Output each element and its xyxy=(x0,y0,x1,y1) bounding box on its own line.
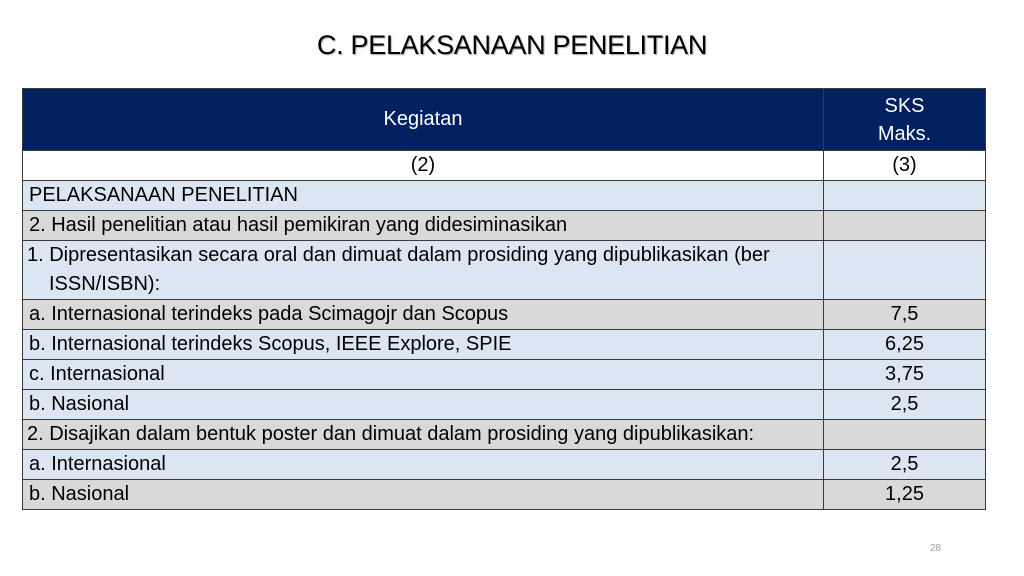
header-sks-line1: SKS xyxy=(884,94,925,117)
table-row xyxy=(23,181,986,211)
table-row xyxy=(23,450,986,480)
table-row xyxy=(23,360,986,390)
row-activity: PELAKSANAAN PENELITIAN xyxy=(23,181,824,211)
row-sks: 7,5 xyxy=(824,300,986,330)
row-sks xyxy=(824,181,986,211)
row-activity-cell xyxy=(23,420,824,450)
header-sks-line2: Maks. xyxy=(877,122,932,145)
row-sks: 6,25 xyxy=(824,330,986,360)
row-activity: a. Internasional xyxy=(23,450,824,480)
table-row xyxy=(23,480,986,510)
row-sks xyxy=(824,241,986,300)
header-kegiatan: Kegiatan xyxy=(23,89,824,151)
row-sks: 3,75 xyxy=(824,360,986,390)
page-number: 28 xyxy=(930,543,942,554)
sks-table xyxy=(22,88,986,510)
table-row xyxy=(23,390,986,420)
row-activity: 2. Hasil penelitian atau hasil pemikiran yang didesiminasikan xyxy=(23,211,824,241)
row-activity: b. Internasional terindeks Scopus, IEEE Explore, SPIE xyxy=(23,330,824,360)
row-activity: b. Nasional xyxy=(23,480,824,510)
column-number-row xyxy=(23,151,986,181)
row-activity: a. Internasional terindeks pada Scimagojr dan Scopus xyxy=(23,300,824,330)
header-sks-maks xyxy=(824,89,986,151)
table-row xyxy=(23,211,986,241)
row-sks xyxy=(824,420,986,450)
table-row xyxy=(23,330,986,360)
row-activity-cell xyxy=(23,241,824,300)
table-header-row xyxy=(23,89,986,151)
row-sks xyxy=(824,211,986,241)
table-row xyxy=(23,420,986,450)
slide-title: C. PELAKSANAAN PENELITIAN xyxy=(316,30,708,60)
row-sks: 2,5 xyxy=(824,450,986,480)
row-activity: 1. Dipresentasikan secara oral dan dimuat dalam prosiding yang dipublikasikan (ber ISSN/ISBN): xyxy=(27,244,770,295)
row-sks: 1,25 xyxy=(824,480,986,510)
table-row xyxy=(23,300,986,330)
row-activity: c. Internasional xyxy=(23,360,824,390)
table-row xyxy=(23,241,986,300)
row-activity: 2. Disajikan dalam bentuk poster dan dimuat dalam prosiding yang dipublikasikan: xyxy=(27,423,755,445)
row-activity: b. Nasional xyxy=(23,390,824,420)
row-sks: 2,5 xyxy=(824,390,986,420)
column-number-3: (3) xyxy=(824,151,986,181)
column-number-2: (2) xyxy=(23,151,824,181)
